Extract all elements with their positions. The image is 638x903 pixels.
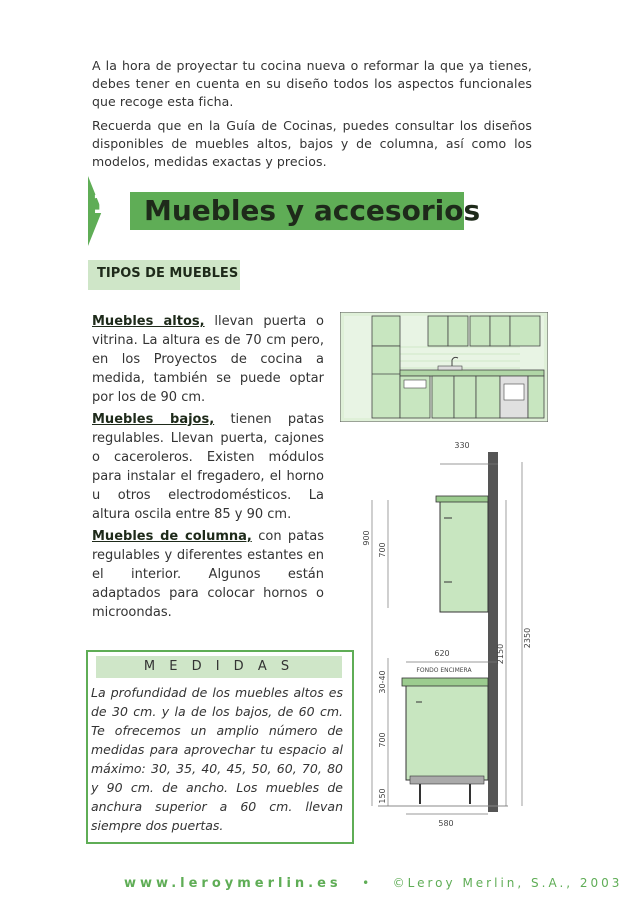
mueble-altos-paragraph	[92, 312, 324, 407]
footer-separator: •	[362, 876, 373, 890]
dim-30-40: 30-40	[378, 670, 387, 694]
mueble-altos-text: llevan puerta o vitrina. La altura es de 70 cm pero, en los Proyectos de cocina a medida, también se puede optar por los de 90 cm.	[92, 314, 325, 405]
mueble-columna-text: con patas regulables y diferentes estantes en el interior. Algunos están adaptados para colocar hornos o microondas.	[92, 529, 324, 620]
kitchen-illustration	[340, 312, 548, 422]
dim-330: 330	[454, 441, 470, 450]
mueble-columna-term: Muebles de columna,	[92, 529, 252, 544]
mueble-altos-term: Muebles altos,	[92, 314, 205, 329]
section-number: 1	[92, 190, 111, 220]
dim-2350: 2350	[523, 627, 532, 649]
intro-paragraph-2: Recuerda que en la Guía de Cocinas, puedes consultar los diseños disponibles de muebles altos, bajos y de columna, así como los modelos, medidas exactas y precios.	[92, 117, 532, 169]
footer-copyright: ©Leroy Merlin, S.A., 2003	[392, 876, 623, 890]
intro-paragraph-1: A la hora de proyectar tu cocina nueva o reformar la que ya tienes, debes tener en cuenta en su diseño todos los aspectos funcionales que recoge esta ficha.	[92, 57, 532, 109]
subsection-title: TIPOS DE MUEBLES	[97, 266, 239, 281]
mueble-columna-paragraph	[92, 527, 324, 622]
dim-2150: 2150	[496, 643, 505, 665]
section-title: Muebles y accesorios	[144, 194, 481, 227]
dim-150: 150	[378, 788, 387, 804]
dim-580: 580	[438, 819, 454, 828]
dim-620: 620	[434, 649, 450, 658]
medidas-text: La profundidad de los muebles altos es de 30 cm. y la de los bajos, de 60 cm. Te ofrecemos un amplio número de medidas para aprovechar tu espacio al máximo: 30, 35, 40, 45, 50, 60, 70, 80 y 90 cm. de ancho. Los muebles de anchura superior a 60 cm. llevan siempre dos puertas.	[91, 685, 343, 833]
label-fondo-encimera: FONDO ENCIMERA	[416, 667, 472, 674]
medidas-title: M E D I D A S	[96, 656, 342, 678]
footer	[124, 876, 622, 891]
dim-700-lower: 700	[378, 732, 387, 748]
mueble-bajos-term: Muebles bajos,	[92, 412, 215, 427]
cabinet-dimension-diagram	[358, 432, 550, 830]
dim-900: 900	[362, 530, 371, 546]
mueble-bajos-text: tienen patas regulables. Llevan puerta, cajones o caceroleros. Existen módulos para instalar el fregadero, el horno u otros electrodomésticos. La altura oscila entre 85 y 90 cm.	[92, 412, 324, 522]
footer-website[interactable]: www.leroymerlin.es	[124, 876, 342, 891]
mueble-bajos-paragraph	[92, 410, 324, 524]
dim-700-upper: 700	[378, 542, 387, 558]
